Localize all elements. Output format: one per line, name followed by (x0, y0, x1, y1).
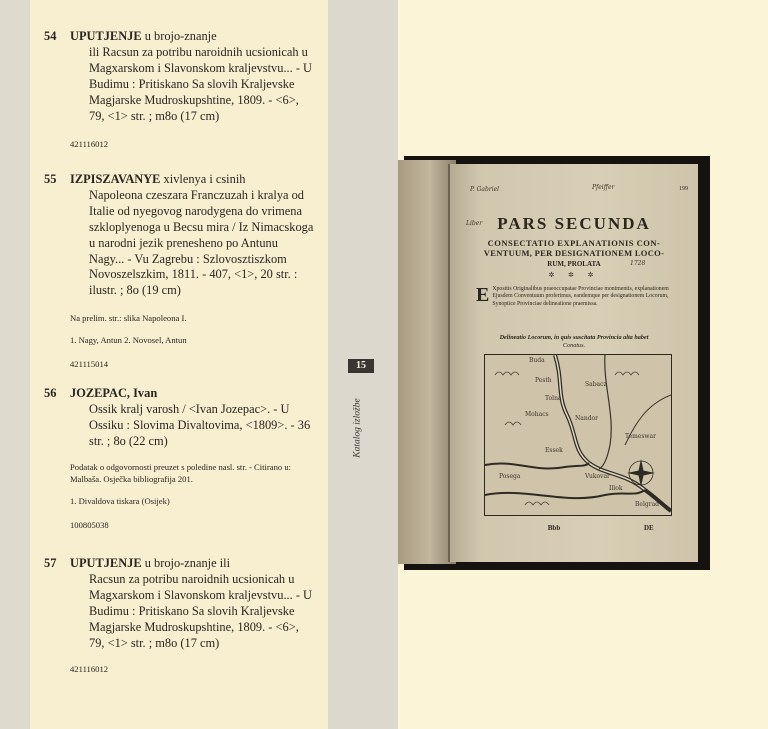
book-subtitle-1: CONSECTATIO EXPLANATIONIS CON- (487, 238, 661, 248)
book-catchword: DE (644, 524, 654, 532)
entry-heading-rest: u brojo-znanje ili (141, 556, 231, 570)
entry-note: 1. Divaldova tiskara (Osijek) (70, 495, 170, 506)
entry-number: 57 (44, 556, 57, 570)
map-label: Essek (545, 447, 563, 454)
entry-note: Na prelim. str.: slika Napoleona I. (70, 313, 187, 324)
map-label: Sabacz (585, 381, 607, 388)
book-subtitle-2: VENTUUM, PER DESIGNATIONEM LOCO- (483, 248, 665, 258)
entry-heading-rest: xivlenya i csinih (160, 172, 246, 186)
side-label (344, 393, 372, 463)
entry-id: 100805038 (70, 519, 109, 530)
entry-heading (70, 172, 314, 188)
book-paragraph (476, 286, 671, 308)
handwriting: P. Gabriel (470, 186, 500, 193)
map-label: Nandor (575, 415, 599, 422)
left-margin (0, 0, 30, 729)
entry-id: 421116012 (70, 139, 109, 150)
handwriting: 1728 (630, 260, 646, 267)
book-title: PARS SECUNDA (497, 214, 651, 233)
drop-cap: E (476, 284, 490, 306)
entry-body: Napoleona czeszara Franczuzah i kralya od Italie od nyegovog narodygena do vrimena szkloplyenoga u Becsu mira / Iz Nimacskoga u narodni jezik prenesheno po Antunu Nagy... - Vu Zagrebu : Szlovosztiszkom Novoszelszkim, 1811. - 407, <1>, 20 str. : ilustr. ; 8o (19 cm) (89, 187, 314, 298)
book-photo (398, 150, 706, 568)
entry-number: 56 (44, 386, 57, 400)
page-number: 15 (348, 359, 374, 373)
entry-heading-bold: UPUTJENJE (70, 29, 142, 43)
map-label: Belgrad (635, 501, 660, 508)
map-label: Mohacs (525, 411, 549, 418)
entry-note: Podatak o odgovornosti preuzet s poledine nasl. str. - Citirano u: Malbaša. Osječka bibliografija 201. (70, 461, 292, 484)
catalog-entry-56 (44, 386, 314, 534)
entry-body: Ossik kralj varosh / <Ivan Jozepac>. - U Ossiku : Slovima Divaltovima, <1809>. - 36 str. ; 8o (22 cm) (89, 401, 311, 448)
handwriting: Pfeiffer (592, 184, 615, 191)
map-label: Tolna (545, 395, 562, 402)
book-page-number: 199 (679, 186, 688, 192)
book-caption: Delineatio Locorum, in quis suscitata Provincia alta habet (499, 334, 649, 341)
map-label: Temeswar (625, 433, 656, 440)
map-label: Posega (499, 473, 521, 480)
entry-heading (70, 29, 314, 45)
entry-heading-bold: JOZEPAC, Ivan (70, 386, 158, 400)
entry-id: 421116012 (70, 664, 109, 675)
entry-heading (70, 386, 314, 402)
book-ornament: ✲ ✲ ✲ (548, 271, 600, 279)
side-label-text: Katalog izložbe (353, 398, 364, 458)
map-label: Pesth (535, 377, 552, 384)
book-signature: Bbb (547, 524, 561, 532)
entry-heading-rest: u brojo-znanje (141, 29, 217, 43)
entry-heading-bold: IZPISZAVANYE (70, 172, 161, 186)
catalog-entry-55 (44, 172, 314, 373)
handwriting: Liber (466, 220, 483, 227)
entry-heading-bold: UPUTJENJE (70, 556, 142, 570)
entry-heading (70, 556, 314, 572)
entry-body: ili Racsun za potribu naroidnih ucsionicah u Magxarskom i Slavonskom kraljevstvu... - U Budimu : Pritiskano Sa slovih Kraljevske Magjarske Mudroskupshtine, 1809. - <6>, 79, <1> str. ; m8o (17 cm) (89, 44, 313, 123)
book-right-page (448, 164, 698, 562)
catalog-entry-54 (44, 29, 314, 153)
entry-number: 55 (44, 172, 57, 186)
entry-number: 54 (44, 29, 57, 43)
map-label: Buda (529, 357, 545, 364)
book-paragraph-text: Xpositis Originalibus praeoccupatae Provinciae monimentis, explanationem Ejusdem Conventuum proferimus, eandemque per designationem Locorum, Synoptice Provinciae delineatione praemissa. (492, 286, 669, 307)
catalog-entry-57 (44, 556, 314, 678)
map-label: Vukovar (585, 473, 610, 480)
map-label: Illok (609, 485, 623, 492)
book-caption-2: Conatus. (562, 342, 586, 349)
entry-id: 421115014 (70, 359, 109, 370)
entry-body: Racsun za potribu naroidnih ucsionicah u Magxarskom i Slavonskom kraljevstvu... - U Budimu : Pritiskano Sa slovih Kraljevske Magjarske Mudroskupshtine, 1809. - <6>, 79, <1> str. ; m8o (17 cm) (89, 571, 313, 650)
historic-map (484, 354, 672, 516)
book-subtitle-3: RUM, PROLATA (547, 260, 601, 268)
entry-note: 1. Nagy, Antun 2. Novosel, Antun (70, 335, 187, 346)
